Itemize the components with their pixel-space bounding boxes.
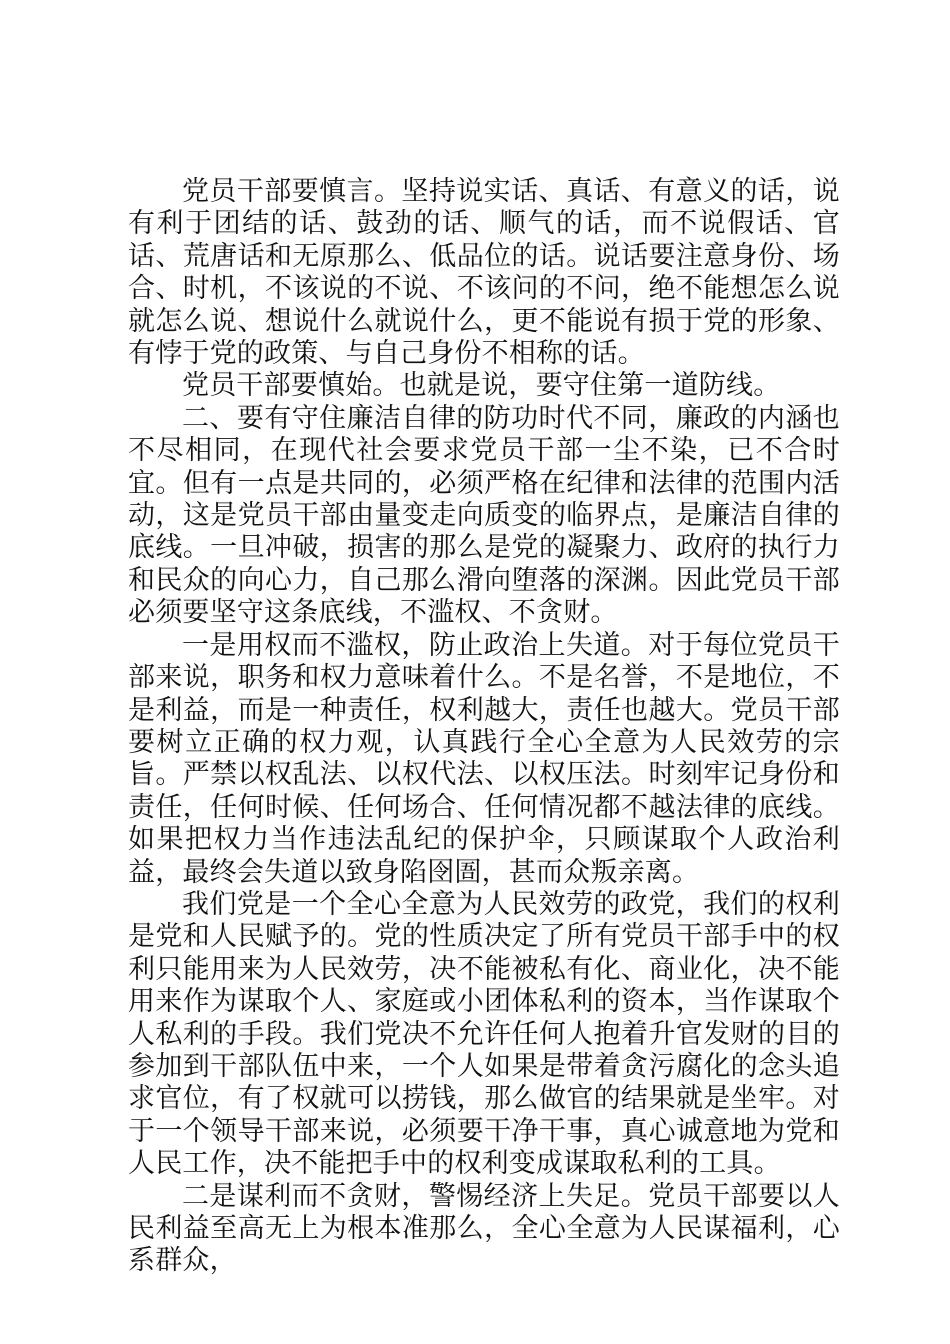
paragraph-profit-not-greed: 二是谋利而不贪财，警惕经济上失足。党员干部要以人民利益至高无上为根本准那么，全心全意为人民谋福利，心系群众， (128, 1180, 840, 1277)
paragraph-integrity-bottom-line: 二、要有守住廉洁自律的防功时代不同，廉政的内涵也不尽相同，在现代社会要求党员干部一尘不染，已不合时宜。但有一点是共同的，必须严格在纪律和法律的范围内活动，这是党员干部由量变走向质变的临界点，是廉洁自律的底线。一旦冲破，损害的那么是党的凝聚力、政府的执行力和民众的向心力，自己那么滑向堕落的深渊。因此党员干部必须要坚守这条底线，不滥权、不贪财。 (128, 402, 840, 629)
paragraph-caution-beginning: 党员干部要慎始。也就是说，要守住第一道防线。 (182, 370, 781, 402)
paragraph-power-not-abused: 一是用权而不滥权，防止政治上失道。对于每位党员干部来说，职务和权力意味着什么。不是名誉，不是地位，不是利益，而是一种责任，权利越大，责任也越大。党员干部要树立正确的权力观，认真践行全心全意为人民效劳的宗旨。严禁以权乱法、以权代法、以权压法。时刻牢记身份和责任，任何时候、任何场合、任何情况都不越法律的底线。如果把权力当作违法乱纪的保护伞，只顾谋取个人政治利益，最终会失道以致身陷囹圄，甚而众叛亲离。 (128, 629, 840, 888)
paragraph-party-serves-people: 我们党是一个全心全意为人民效劳的政党，我们的权利是党和人民赋予的。党的性质决定了所有党员干部手中的权利只能用来为人民效劳，决不能被私有化、商业化，决不能用来作为谋取个人、家庭或小团体私利的资本，当作谋取个人私利的手段。我们党决不允许任何人抱着升官发财的目的参加到干部队伍中来，一个人如果是带着贪污腐化的念头追求官位，有了权就可以捞钱，那么做官的结果就是坐牢。对于一个领导干部来说，必须要干净干事，真心诚意地为党和人民工作，决不能把手中的权利变成谋取私利的工具。 (128, 888, 840, 1180)
document-body (128, 176, 840, 1278)
paragraph-speech-caution: 党员干部要慎言。坚持说实话、真话、有意义的话，说有利于团结的话、鼓劲的话、顺气的话，而不说假话、官话、荒唐话和无原那么、低品位的话。说话要注意身份、场合、时机，不该说的不说、不该问的不问，绝不能想怎么说就怎么说、想说什么就说什么，更不能说有损于党的形象、有悖于党的政策、与自己身份不相称的话。 (128, 176, 840, 370)
